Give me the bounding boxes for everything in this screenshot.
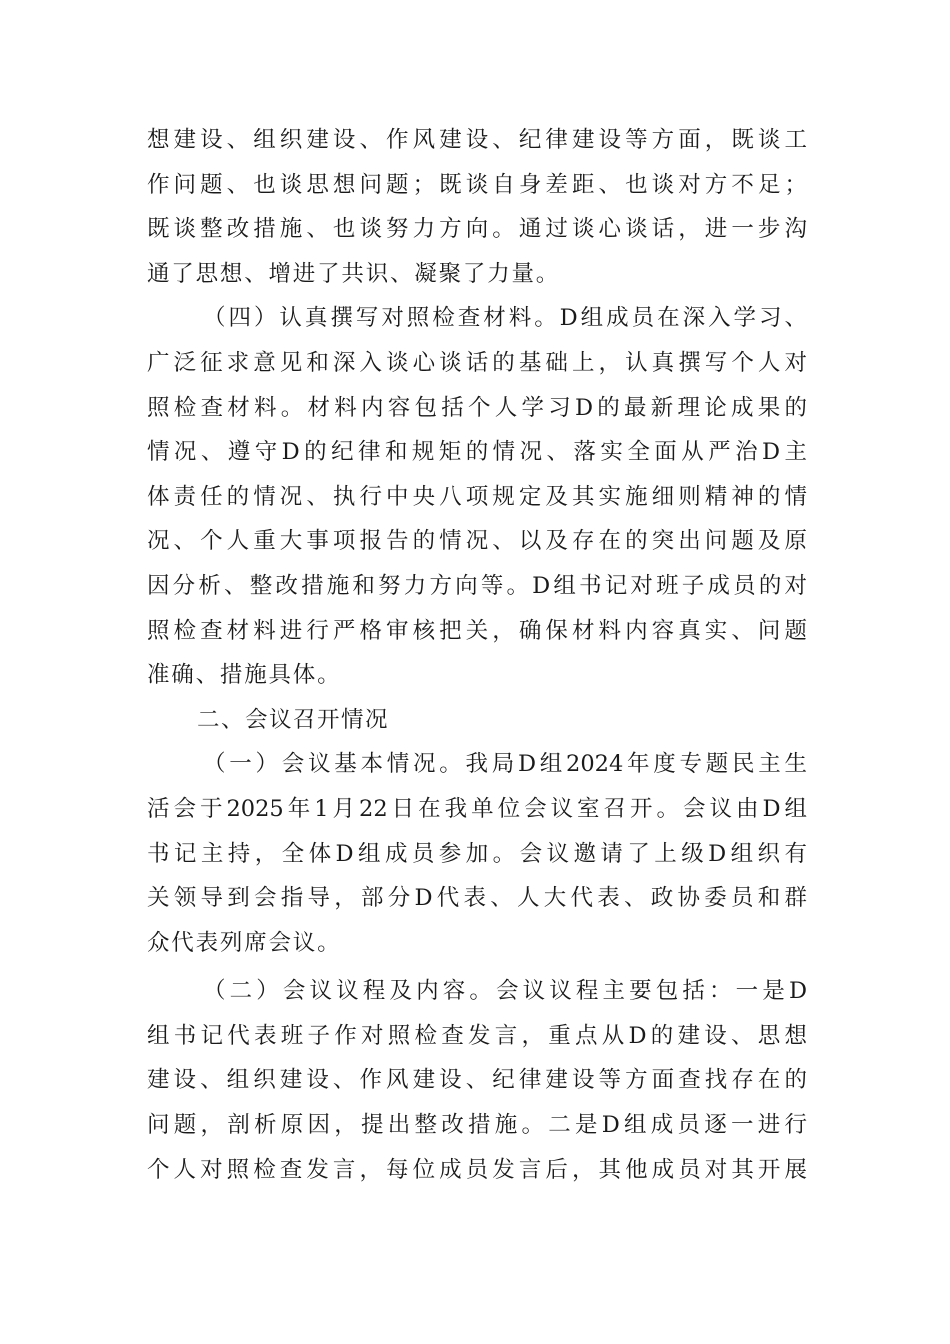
paragraph-line: 况、个人重大事项报告的情况、以及存在的突出问题及原 bbox=[147, 528, 807, 555]
paragraph-line: 活会于2025年1月22日在我单位会议室召开。会议由D组 bbox=[147, 795, 807, 822]
section-heading: 二、会议召开情况 bbox=[197, 706, 390, 733]
document-page bbox=[147, 118, 807, 1192]
paragraph-line: 建设、组织建设、作风建设、纪律建设等方面查找存在的 bbox=[147, 1067, 807, 1094]
paragraph-line: 众代表列席会议。 bbox=[147, 929, 342, 956]
paragraph-line: 关领导到会指导，部分D代表、人大代表、政协委员和群 bbox=[147, 885, 807, 912]
paragraph-line: 个人对照检查发言，每位成员发言后，其他成员对其开展 bbox=[147, 1156, 807, 1183]
paragraph-line: 体责任的情况、执行中央八项规定及其实施细则精神的情 bbox=[147, 483, 807, 510]
paragraph-line: 广泛征求意见和深入谈心谈话的基础上，认真撰写个人对 bbox=[147, 349, 807, 376]
paragraph-line: （四）认真撰写对照检查材料。D组成员在深入学习、 bbox=[203, 305, 807, 332]
paragraph-line: 因分析、整改措施和努力方向等。D组书记对班子成员的对 bbox=[147, 572, 807, 599]
paragraph-line: 准确、措施具体。 bbox=[147, 662, 342, 689]
paragraph-line: 组书记代表班子作对照检查发言，重点从D的建设、思想 bbox=[147, 1022, 807, 1049]
paragraph-line: 既谈整改措施、也谈努力方向。通过谈心谈话，进一步沟 bbox=[147, 216, 807, 243]
paragraph-line: 通了思想、增进了共识、凝聚了力量。 bbox=[147, 260, 561, 287]
paragraph-line: （一）会议基本情况。我局D组2024年度专题民主生 bbox=[203, 751, 807, 778]
paragraph-line: 情况、遵守D的纪律和规矩的情况、落实全面从严治D主 bbox=[147, 439, 807, 466]
paragraph-line: 想建设、组织建设、作风建设、纪律建设等方面，既谈工 bbox=[147, 127, 807, 153]
paragraph-line: 照检查材料进行严格审核把关，确保材料内容真实、问题 bbox=[147, 617, 807, 644]
paragraph-line: 问题，剖析原因，提出整改措施。二是D组成员逐一进行 bbox=[147, 1112, 807, 1139]
paragraph-line: 照检查材料。材料内容包括个人学习D的最新理论成果的 bbox=[147, 394, 807, 421]
paragraph-line: 作问题、也谈思想问题；既谈自身差距、也谈对方不足； bbox=[147, 171, 807, 198]
paragraph-line: （二）会议议程及内容。会议议程主要包括：一是D bbox=[203, 978, 807, 1005]
paragraph-line: 书记主持，全体D组成员参加。会议邀请了上级D组织有 bbox=[147, 840, 807, 867]
